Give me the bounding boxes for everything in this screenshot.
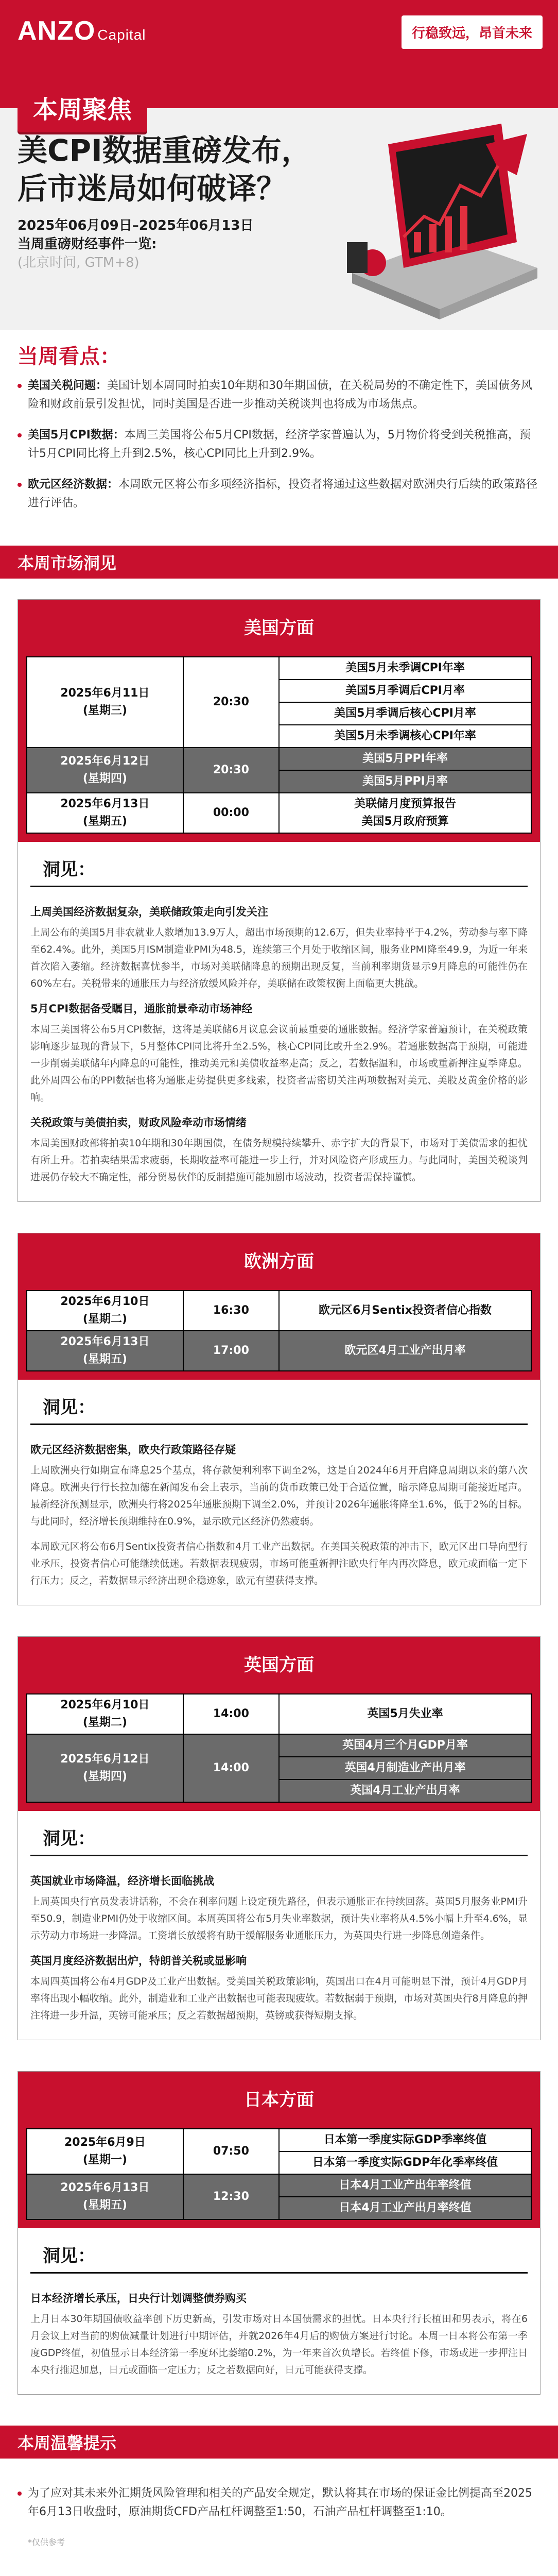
event-date: 2025年6月10日 (星期二): [27, 1291, 183, 1331]
uk-title: 英国方面: [18, 1637, 540, 1693]
event-name: 英国4月三个月GDP月率: [279, 1734, 531, 1757]
event-time: 00:00: [183, 793, 279, 833]
event-name: 日本4月工业产出年率终值: [279, 2174, 531, 2197]
market-insight-heading: 本周市场洞见: [0, 546, 558, 579]
date-range: 2025年06月09日–2025年06月13日: [18, 218, 254, 233]
event-name: 日本4月工业产出月率终值: [279, 2197, 531, 2219]
event-name: 美国5月季调后CPI月率: [279, 680, 531, 702]
event-name: 英国4月制造业产出月率: [279, 1757, 531, 1780]
event-date: 2025年6月12日 (星期四): [27, 1734, 183, 1802]
event-date: 2025年6月11日 (星期三): [27, 657, 183, 748]
uk-insights: [18, 1856, 540, 2040]
insight-title: 洞见：: [30, 842, 528, 887]
eu-section: [18, 1233, 540, 1605]
insight-heading: 上周美国经济数据复杂，美联储政策走向引发关注: [30, 906, 268, 918]
event-time: 07:50: [183, 2129, 279, 2174]
event-date: 2025年6月13日 (星期五): [27, 1331, 183, 1371]
focus-list: [0, 377, 558, 540]
event-date: 2025年6月10日 (星期二): [27, 1694, 183, 1734]
hero-subtitle: 当周重磅财经事件一览:: [18, 236, 157, 252]
end-line: [0, 2548, 558, 2576]
slogan-tag: 行稳致远，昂首未来: [402, 15, 543, 49]
event-time: 14:00: [183, 1694, 279, 1734]
event-name: 美国5月季调后核心CPI月率: [279, 702, 531, 725]
insight-title: 洞见：: [30, 1380, 528, 1425]
insight-body: 上周欧洲央行如期宣布降息25个基点，将存款便利利率下调至2%，这是自2024年6月开启降息周期以来的第八次降息。欧洲央行行长拉加德在新闻发布会上表示，当前的货币政策已处于合适位置，暗示降息周期可能接近尾声。最新经济预测显示，欧洲央行将2025年通胀预期下调至2.0%，并预计2026年通胀将降至1.6%，低于2%的目标。与此同时，经济增长预期维持在0.9%，显示欧元区经济仍然疲弱。: [30, 1465, 528, 1527]
jp-calendar: [18, 2128, 540, 2228]
uk-section: [18, 1636, 540, 2040]
focus-item: 美国关税问题：美国计划本周同时拍卖10年期和30年期国债，在关税局势的不确定性下，美国债务风险和财政前景引发担忧，同时美国是否进一步推动关税谈判也将成为市场焦点。: [18, 377, 540, 414]
event-date: 2025年6月9日 (星期一): [27, 2129, 183, 2174]
us-section: [18, 599, 540, 1202]
insight-body: 上周英国央行官员发表讲话称，不会在利率问题上设定预先路径，但表示通胀正在持续回落。英国5月服务业PMI升至50.9，制造业PMI仍处于收缩区间。本周英国将公布5月失业率数据，预计失业率将从4.5%小幅上升至4.6%，显示劳动力市场进一步降温。工资增长放缓将有助于缓解服务业通胀压力，为英国央行进一步降息创造条件。: [30, 1896, 528, 1941]
insight-title: 洞见：: [30, 2228, 528, 2274]
us-title: 美国方面: [18, 600, 540, 656]
reference-note: *仅供参考: [28, 2537, 65, 2547]
insight-body: 本周三美国将公布5月CPI数据，这将是美联储6月议息会议前最重要的通胀数据。经济学家普遍预计，在关税政策影响逐步显现的背景下，5月整体CPI同比将升至2.5%，核心CPI同比或升至2.9%。若通胀数据高于预期，可能进一步削弱美联储年内降息的可能性，推动美元和美债收益率走高；反之，若数据温和，市场或重新押注夏季降息。此外周四公布的PPI数据也将为通胀走势提供更多线索，投资者需密切关注两项数据对美元、美股及黄金价格的影响。: [30, 1024, 528, 1103]
insight-body: 本周美国财政部将拍卖10年期和30年期国债，在债务规模持续攀升、赤字扩大的背景下，市场对于美债需求的担忧有所上升。若拍卖结果需求疲弱，长期收益率可能进一步上行，并对风险资产形成压力。与此同时，美国关税谈判进展仍存较大不确定性，部分贸易伙伴的反制措施可能加剧市场波动，投资者需保持谨慎。: [30, 1138, 528, 1183]
us-insights: [18, 887, 540, 1201]
focus-heading: 当周看点：: [18, 345, 120, 368]
us-calendar: [18, 656, 540, 842]
timezone-note: (北京时间, GTM+8): [18, 255, 140, 270]
eu-insights: [18, 1425, 540, 1605]
event-name: 美国5月PPI年率: [279, 748, 531, 770]
event-date: 2025年6月12日 (星期四): [27, 748, 183, 793]
event-name: 欧元区4月工业产出月率: [279, 1331, 531, 1371]
insight-heading: 英国就业市场降温，经济增长面临挑战: [30, 1875, 214, 1887]
insight-title: 洞见：: [30, 1811, 528, 1856]
event-name: 日本第一季度实际GDP年化季率终值: [279, 2151, 531, 2174]
jp-insights: [18, 2274, 540, 2394]
event-date: 2025年6月13日 (星期五): [27, 2174, 183, 2219]
insight-body: 本周欧元区将公布6月Sentix投资者信心指数和4月工业产出数据。在美国关税政策的冲击下，欧元区出口导向型行业承压，投资者信心可能继续低迷。若数据表现疲弱，市场可能重新押注欧央行年内再次降息，欧元或面临一定下行压力；反之，若数据显示经济出现企稳迹象，欧元有望获得支撑。: [30, 1541, 528, 1586]
event-date: 2025年6月13日 (星期五): [27, 793, 183, 833]
weekly-focus-badge: 本周聚焦: [18, 82, 147, 132]
insight-body: 上月日本30年期国债收益率创下历史新高，引发市场对日本国债需求的担忧。日本央行行长植田和男表示，将在6月会议上对当前的购债减量计划进行中期评估，并就2026年4月后的购债方案进行讨论。本周一日本将公布第一季度GDP终值，初值显示日本经济第一季度环比萎缩0.2%，为一年来首次负增长。若终值下修，市场或进一步押注日本央行推迟加息，日元或面临一定压力；反之若数据向好，日元可能获得支撑。: [30, 2313, 528, 2376]
brand-logo: ANZO Capital: [18, 16, 146, 46]
calendar-table: [26, 1290, 532, 1371]
stock-screen-illustration-icon: [332, 113, 548, 319]
calendar-table: [26, 656, 532, 834]
calendar-table: [26, 1693, 532, 1803]
jp-section: [18, 2071, 540, 2395]
event-time: 17:00: [183, 1331, 279, 1371]
insight-heading: 欧元区经济数据密集，欧央行政策路径存疑: [30, 1444, 236, 1456]
hero-banner: [0, 0, 558, 330]
eu-calendar: [18, 1290, 540, 1380]
event-name: 英国4月工业产出月率: [279, 1780, 531, 1802]
insight-heading: 关税政策与美债拍卖，财政风险牵动市场情绪: [30, 1116, 247, 1129]
jp-title: 日本方面: [18, 2072, 540, 2128]
risk-heading: 本周温馨提示: [0, 2426, 558, 2459]
insight-heading: 英国月度经济数据出炉，特朗普关税或显影响: [30, 1955, 247, 1967]
insight-body: 上周公布的美国5月非农就业人数增加13.9万人，超出市场预期的12.6万，但失业率持平于4.2%，劳动参与率下降至62.4%。此外，美国5月ISM制造业PMI为48.5，连续第三个月处于收缩区间，服务业PMI降至49.9，为近一年来首次陷入萎缩。经济数据喜忧参半，市场对美联储降息的预期出现反复，当前利率期货显示9月降息的可能性仍在60%左右。关税带来的通胀压力与经济放缓风险并存，美联储在政策权衡上面临更大挑战。: [30, 927, 528, 989]
insight-heading: 5月CPI数据备受瞩目，通胀前景牵动市场神经: [30, 1003, 253, 1015]
focus-item: 欧元区经济数据：本周欧元区将公布多项经济指标，投资者将通过这些数据对欧洲央行后续的政策路径进行评估。: [18, 476, 540, 513]
risk-text: 为了应对其未来外汇期货风险管理和相关的产品安全规定，默认将其在市场的保证金比例提高至2025年6月13日收盘时，原油期货CFD产品杠杆调整至1:50，石油产品杠杆调整至1:10。: [18, 2484, 540, 2521]
event-time: 16:30: [183, 1291, 279, 1331]
event-time: 20:30: [183, 748, 279, 793]
event-time: 14:00: [183, 1734, 279, 1802]
event-time: 12:30: [183, 2174, 279, 2219]
risk-notice: [0, 2479, 558, 2532]
hero-meta: [18, 216, 253, 272]
insight-heading: 日本经济增长承压，日央行计划调整债券购买: [30, 2292, 247, 2304]
calendar-table: [26, 2128, 532, 2220]
hero-title: 美CPI数据重磅发布， 后市迷局如何破译？: [18, 133, 311, 206]
event-name: 美国5月未季调核心CPI年率: [279, 725, 531, 748]
insight-body: 本周四英国将公布4月GDP及工业产出数据。受美国关税政策影响，英国出口在4月可能明显下滑，预计4月GDP月率将出现小幅收缩。此外，制造业和工业产出数据也可能表现疲软。若数据弱于预期，市场对英国央行8月降息的押注将进一步升温，英镑可能承压；反之若数据超预期，英镑或获得短期支撑。: [30, 1976, 528, 2021]
focus-item: 美国5月CPI数据：本周三美国将公布5月CPI数据，经济学家普遍认为，5月物价将受到关税推高，预计5月CPI同比将上升到2.5%，核心CPI同比上升到2.9%。: [18, 426, 540, 463]
event-time: 20:30: [183, 657, 279, 748]
event-name: 英国5月失业率: [279, 1694, 531, 1734]
eu-title: 欧洲方面: [18, 1233, 540, 1290]
event-name: 美联储月度预算报告 美国5月政府预算: [279, 793, 531, 833]
event-name: 美国5月未季调CPI年率: [279, 657, 531, 680]
event-name: 美国5月PPI月率: [279, 770, 531, 793]
uk-calendar: [18, 1693, 540, 1811]
event-name: 欧元区6月Sentix投资者信心指数: [279, 1291, 531, 1331]
event-name: 日本第一季度实际GDP季率终值: [279, 2129, 531, 2151]
